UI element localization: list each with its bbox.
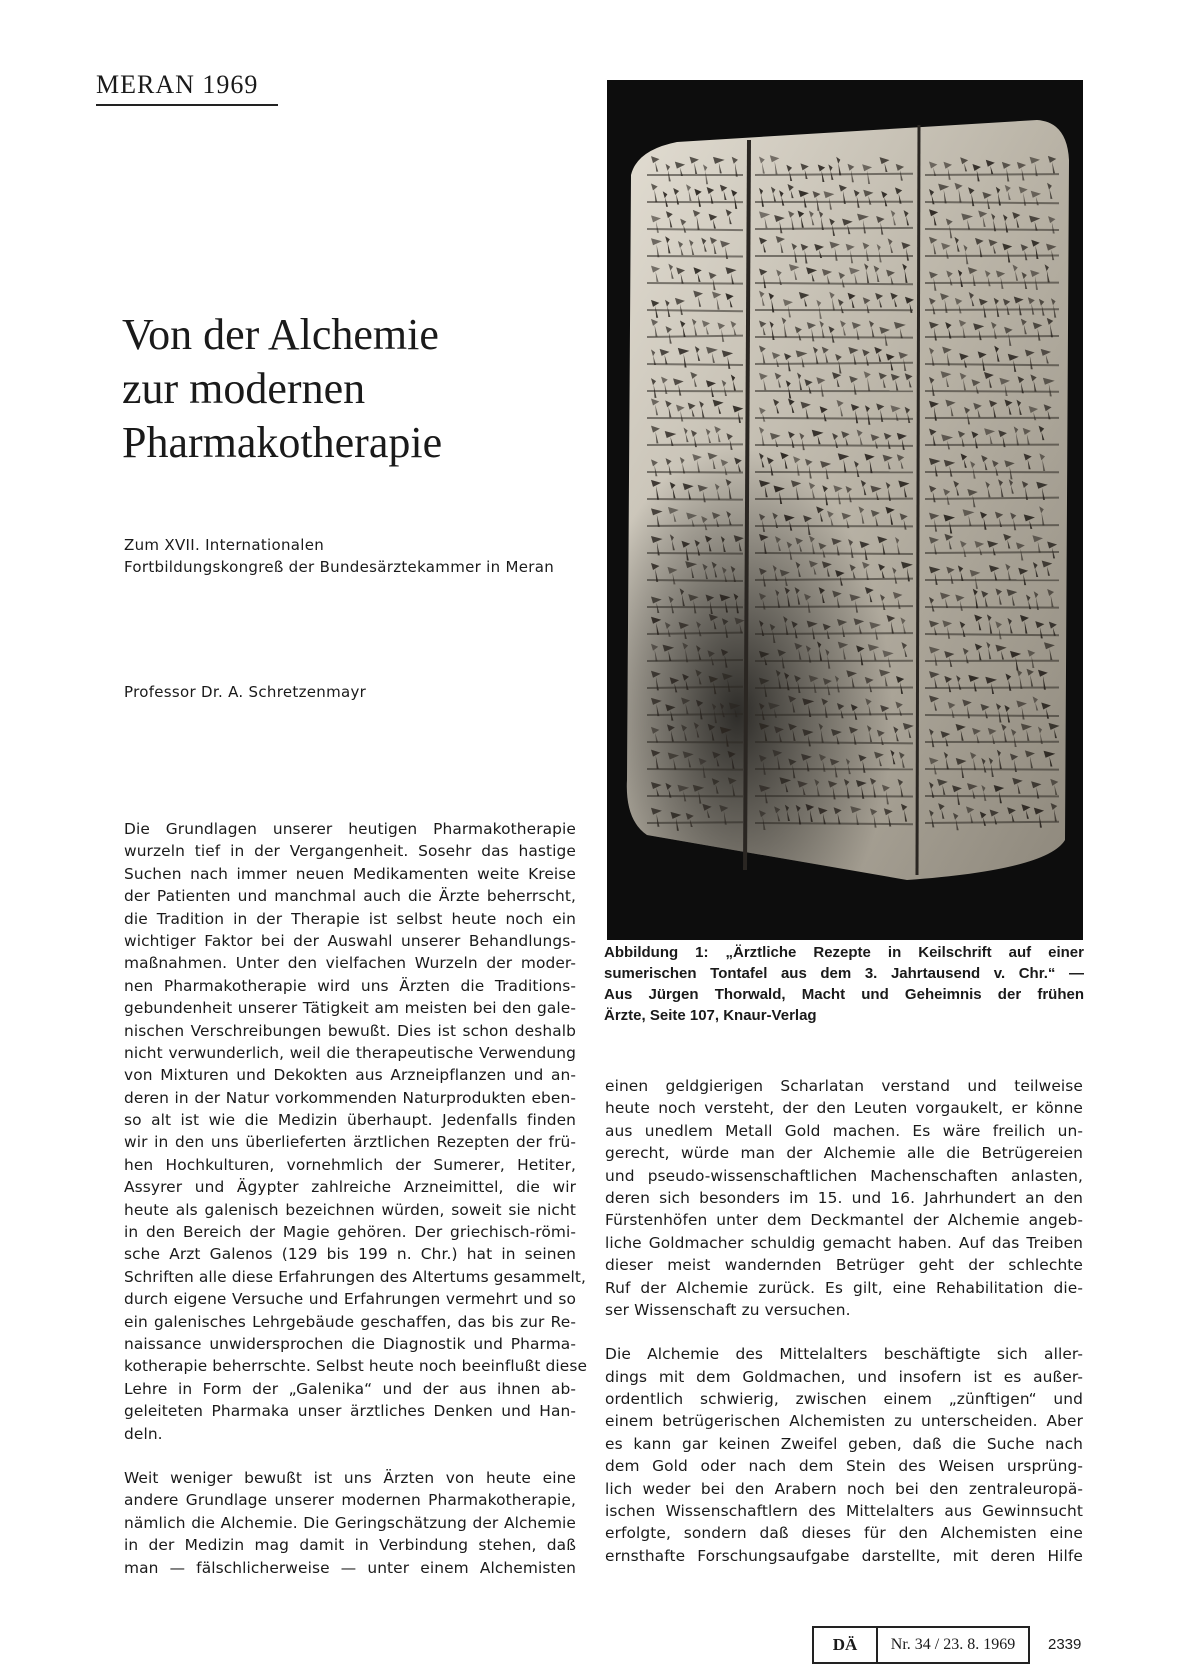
text-line: nicht verwunderlich, weil die therapeutische Verwendung [124, 1043, 576, 1062]
text-line: lich weder bei den Arabern noch bei den zentraleuropä- [605, 1479, 1083, 1498]
text-line: Suchen nach immer neuen Medikamenten weite Kreise [124, 864, 576, 883]
page-number: 2339 [1048, 1636, 1082, 1653]
title-line: zur modernen [122, 364, 366, 413]
text-line: es kann gar keinen Zweifel geben, daß die Suche nach [605, 1434, 1083, 1453]
caption-line: Aus Jürgen Thorwald, Macht und Geheimnis der frühen [604, 986, 1084, 1003]
subtitle-line: Fortbildungskongreß der Bundesärztekammer in Meran [124, 558, 555, 576]
text-line: wurzeln tief in der Vergangenheit. Sosehr das hastige [124, 842, 576, 861]
text-line: Schriften alle diese Erfahrungen des Altertums gesammelt, [124, 1267, 587, 1286]
text-line: Die Alchemie des Mittelalters beschäftigte sich aller- [605, 1345, 1083, 1364]
text-line: Die Grundlagen unserer heutigen Pharmakotherapie [124, 820, 576, 838]
text-line: naissance unwidersprochen die Diagnostik und Pharma- [124, 1334, 576, 1353]
cuneiform-tablet-photo [607, 80, 1083, 940]
text-line: Ruf der Alchemie zurück. Es gilt, eine Rehabilitation die- [605, 1278, 1083, 1297]
text-line: gebundenheit unserer Tätigkeit am meisten bei den gale- [124, 999, 576, 1018]
caption-line: Abbildung 1: „Ärztliche Rezepte in Keilschrift auf einer [604, 944, 1084, 961]
text-line: in den Bereich der Magie gehören. Der griechisch-römi- [124, 1223, 576, 1242]
text-line: sche Arzt Galenos (129 bis 199 n. Chr.) hat in seinen [124, 1245, 576, 1264]
text-line: einem betrügerischen Alchemisten zu unterscheiden. Aber [605, 1412, 1083, 1431]
text-line: ischen Wissenschaftlern des Mittelalters aus Gewinnsucht [605, 1502, 1083, 1521]
text-line: der Patienten und manchmal auch die Ärzte beherrscht, [124, 887, 576, 906]
paragraph [124, 818, 588, 1445]
text-line: man — fälschlicherweise — unter einem Alchemisten [124, 1558, 576, 1577]
tablet-illustration [607, 80, 1083, 940]
text-line: nen Pharmakotherapie wird uns Ärzten die Traditions- [124, 976, 576, 995]
text-line: Weit weniger bewußt ist uns Ärzten von heute eine [124, 1468, 576, 1487]
text-line: heute als galenisch bezeichnen würden, soweit sie nicht [124, 1200, 576, 1219]
text-line: nämlich die Alchemie. Die Geringschätzung der Alchemie [124, 1513, 576, 1532]
text-line: die Tradition in der Therapie ist selbst heute noch ein [124, 909, 576, 928]
text-line: deln. [124, 1424, 163, 1443]
text-line: von Mixturen und Dekokten aus Arzneipflanzen und an- [124, 1066, 576, 1085]
text-line: nischen Verschreibungen bewußt. Dies ist schon deshalb [124, 1021, 576, 1040]
title-line: Pharmakotherapie [122, 418, 443, 467]
text-line: deren in der Natur vorkommenden Naturprodukten eben- [124, 1088, 576, 1107]
text-line: kotherapie beherrschte. Selbst heute noch beeinflußt diese [124, 1357, 588, 1376]
issue-date: Nr. 34 / 23. 8. 1969 [878, 1626, 1030, 1664]
header-rule [96, 104, 278, 106]
text-line: Assyrer und Ägypter zahlreiche Arzneimittel, die wir [124, 1178, 576, 1197]
text-line: geleiteten Pharmaka unser ärztliches Denken und Han- [124, 1402, 576, 1421]
text-line: andere Grundlage unserer modernen Pharmakotherapie, [124, 1491, 576, 1510]
text-line: durch eigene Versuche und Erfahrungen vermehrt und so [124, 1290, 576, 1309]
article-title [122, 308, 602, 470]
text-line: und pseudo-wissenschaftlichen Machenschaften anlasten, [605, 1166, 1083, 1185]
text-line: dings mit dem Goldmachen, und insofern ist es außer- [605, 1367, 1083, 1386]
author-byline: Professor Dr. A. Schretzenmayr [124, 683, 367, 701]
text-line: Lehre in Form der „Galenika“ und der aus ihnen ab- [124, 1379, 576, 1398]
text-line: deren sich besonders im 15. und 16. Jahrhundert an den [605, 1188, 1083, 1207]
text-line: ser Wissenschaft zu versuchen. [605, 1300, 851, 1319]
text-line: wir in den uns überlieferten ärztlichen Rezepten der frü- [124, 1133, 576, 1152]
title-line: Von der Alchemie [122, 310, 439, 359]
running-header [96, 70, 278, 106]
text-line: Fürstenhöfen unter dem Deckmantel der Alchemie angeb- [605, 1211, 1083, 1230]
subtitle-line: Zum XVII. Internationalen [124, 536, 325, 554]
text-line: ernsthafte Forschungsaufgabe darstellte, mit deren Hilfe [605, 1546, 1083, 1565]
text-line: so alt ist wie die Medizin überhaupt. Jedenfalls finden [124, 1111, 576, 1130]
journal-abbrev: DÄ [812, 1626, 878, 1664]
text-line: gerecht, würde man der Alchemie alle die Betrügereien [605, 1144, 1083, 1163]
caption-line: sumerischen Tontafel aus dem 3. Jahrtausend v. Chr.“ — [604, 965, 1084, 982]
text-column-left [124, 818, 588, 1579]
text-line: dem Gold oder nach dem Stein des Weisen ursprüng- [605, 1457, 1083, 1476]
footer-box [812, 1626, 1030, 1664]
text-line: heute noch versteht, der den Leuten vorgaukelt, er könne [605, 1099, 1083, 1118]
text-line: liche Goldmacher schuldig gemacht haben. Auf das Treiben [605, 1233, 1083, 1252]
figure-caption [604, 942, 1084, 1026]
text-line: ein galenisches Lehrgebäude geschaffen, das bis zur Re- [124, 1312, 576, 1331]
text-line: einen geldgierigen Scharlatan verstand und teilweise [605, 1077, 1083, 1095]
text-line: dieser meist wandernden Betrüger geht der schlechte [605, 1256, 1083, 1275]
text-line: in der Medizin mag damit in Verbindung stehen, daß [124, 1536, 576, 1555]
caption-line: Ärzte, Seite 107, Knaur-Verlag [604, 1007, 817, 1024]
text-line: wichtiger Faktor bei der Auswahl unserer Behandlungs- [124, 931, 576, 950]
text-line: ordentlich schwierig, zwischen einem „zünftigen“ und [605, 1390, 1083, 1409]
paragraph [124, 1467, 576, 1579]
text-line: aus unedlem Metall Gold machen. Es wäre freilich un- [605, 1121, 1083, 1140]
text-column-right [605, 1075, 1083, 1567]
paragraph [605, 1343, 1083, 1567]
text-line: erfolgte, sondern daß dieses für den Alchemisten eine [605, 1524, 1083, 1543]
text-line: hen Hochkulturen, vornehmlich der Sumerer, Hetiter, [124, 1155, 576, 1174]
text-line: maßnahmen. Unter den vielfachen Wurzeln der moder- [124, 954, 576, 973]
paragraph [605, 1075, 1083, 1321]
article-subtitle [124, 534, 554, 578]
running-title: MERAN 1969 [96, 70, 259, 99]
